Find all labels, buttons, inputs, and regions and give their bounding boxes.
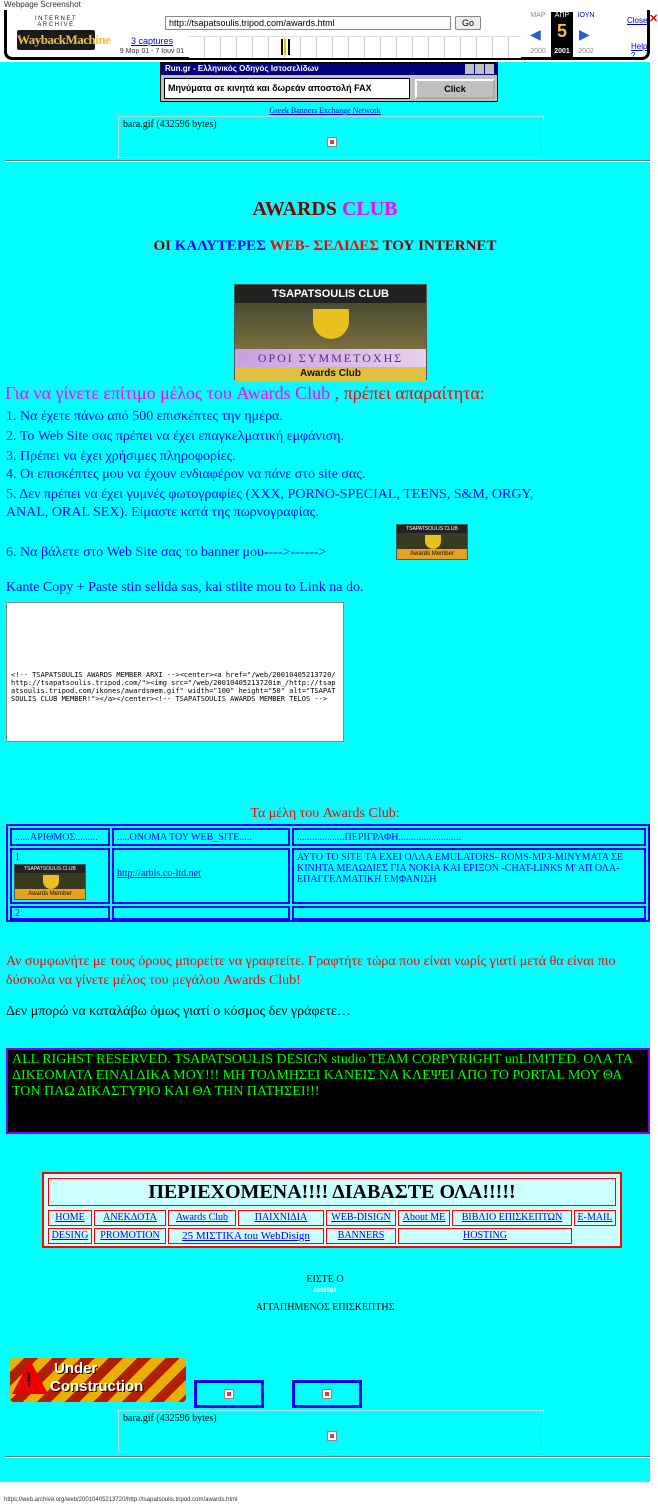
run-gr-click-button[interactable]: Click [415,79,495,99]
month-current [551,12,573,58]
gif-placeholder-top [118,116,544,158]
divider [5,160,650,162]
rules-heading [5,383,485,404]
run-gr-banner[interactable] [160,62,498,102]
logo-wayback-machine: WaybackMachine [17,30,95,50]
year-prev: 2000 [530,48,546,55]
row-number: 1 [15,852,20,863]
wayback-toolbar [4,10,658,60]
month-current-label: ΑΠΡ [554,12,570,19]
subtitle-part: ΟΙ [153,238,175,254]
nav-25-mistika[interactable]: 25 ΜΙΣΤΙΚΑ tou WebDisign [168,1228,324,1244]
badge-title: TSAPATSOULIS CLUB [15,865,85,873]
nav-promotion[interactable]: PROMOTION [94,1228,166,1244]
timeline-mark-current [284,39,286,55]
contents-heading: ΠΕΡΙΕΧΟΜΕΝΑ!!!! ΔΙΑΒΑΣΤΕ ΟΛΑ!!!!! [48,1178,616,1206]
nav-desing[interactable]: DESING [48,1228,92,1244]
copyright-notice: ALL RIGHST RESERVED. TSAPATSOULIS DESIGN studio TEAM CORPYRIGHT unLIMITED. ΟΛΑ ΤΑ ΔΙΚΕΟΜΑΤΑ ΕΙΝΑΙ ΔΙΚΑ ΜΟΥ!!! ΜΗ ΤΟΛΜΗΣΕΙ ΚΑΝΕΙΣ ΝΑ ΚΛΕΨΕΙ ΑΠΟ ΤΟ PORTAL ΜΟΥ ΘΑ ΤΟΝ ΠΑΩ ΔΙΚΑΣΤΥΡΙΟ ΚΑΙ ΘΑ ΤΗΝ ΠΑΤΗΣΕΙ!!! [6,1048,650,1134]
nav-about-me[interactable]: About ME [398,1210,450,1226]
trophy-icon [425,535,441,549]
copy-instructions: Kante Copy + Paste stin selida sas, kai stilte mou to Link na do. [6,580,364,595]
table-cell-description [292,906,646,920]
visitor-line1: ΕΙΣΤΕ Ο [306,1274,344,1285]
nav-banners[interactable]: BANNERS [326,1228,396,1244]
timeline-mark [281,39,283,55]
title-awards: AWARDS [252,198,342,220]
timeline-mark [288,39,290,55]
title-club: CLUB [341,198,398,220]
banner-network-link[interactable]: Greek Banners Exchange Network [269,106,381,115]
club-banner-oros: ΟΡΟΙ ΣΥΜΜΕΤΟΧΗΣ [235,349,426,367]
trophy-icon [43,875,59,889]
page-content [0,62,650,1482]
subtitle-part: WEB- ΣΕΛΙΔΕΣ [269,238,383,254]
broken-image-icon [224,1389,234,1399]
go-button[interactable]: Go [455,16,481,30]
year-next: 2002 [578,48,594,55]
contents-nav [42,1172,622,1248]
subtitle-part: ΤΟΥ INTERNET [382,238,497,254]
table-cell-number [10,848,110,904]
capture-timeline[interactable] [189,36,521,58]
signup-message: Αν συμφωνήτε με τους όρους μπορείτε να γραφτείτε. Γραφτήτε τώρα που είναι νωρίς γιατί μετά θα είναι πιο δύσκολα να γίνετε μέλος του μεγάλου Awards Club! [6,954,616,988]
month-prev[interactable] [527,12,549,55]
rule-item: 1. Να έχετε πάνω από 500 επισκέπτες την ημέρα. [6,409,283,424]
club-terms-banner [234,284,427,380]
nav-web-design[interactable]: WEB-DISIGN [326,1210,396,1226]
code-content: <!-- TSAPATSOULIS AWARDS MEMBER ARXI --><center><a href="/web/20010405213720/http://tsapatsoulis.tripod.com/"><img src="/web/20010405213720im_/http://tsapatsoulis.tripod.com/ikones/awardsmem.gif" width="100" height="50" alt="TSAPATSOULIS CLUB MEMBER!"></a></center><!-- TSAPATSOULIS AWARDS MEMBER TELOS --> [11,671,336,703]
nav-home[interactable]: HOME [48,1210,92,1226]
table-header: .....ΟΝΟΜΑ ΤΟΥ WEB_SITE..... [112,828,290,846]
captures-link[interactable]: 3 captures [130,36,174,46]
club-banner-title: TSAPATSOULIS CLUB [235,285,426,303]
code-textarea[interactable] [6,602,344,742]
close-link[interactable]: Close [627,16,648,25]
help-link[interactable]: Help ? [631,42,648,60]
rule-item: 3. Πρέπει να έχει χρήσιμες πληροφορίες. [6,449,236,464]
prev-arrow-icon[interactable]: ◀ [530,26,541,42]
run-gr-message: Μηνύματα σε κινητά και δωρεάν αποστολή FAX [164,78,410,99]
month-next[interactable] [575,12,597,55]
gif-caption: bara.gif (432596 bytes) [123,119,217,130]
screenshot-label: Webpage Screenshot [4,0,81,9]
status-url: https://web.archive.org/web/20010405213720/http://tsapatsoulis.tripod.com/awards.html [4,1497,238,1503]
rule-item: 6. Να βάλετε στο Web Site σας το banner μου---->------> [6,545,327,560]
warning-icon [12,1360,48,1394]
wonder-message: Δεν μπορώ να καταλάβω όμως γιατί ο κόσμος δεν γράφετε… [6,1004,351,1019]
wayback-logo[interactable] [17,16,111,47]
table-header: ...................ΠΕΡΙΓΡΑΦΗ......................... [292,828,646,846]
member-badge-image [14,864,86,900]
club-banner-awards: Awards Club [235,367,426,381]
nav-hosting[interactable]: HOSTING [398,1228,572,1244]
table-header: ......ΑΡΙΘΜΟΣ......... [10,828,110,846]
table-cell-site [112,848,290,904]
nav-anekdota[interactable]: ΑΝΕΚΔΟΤΑ [94,1210,166,1226]
under-line2: Construction [50,1378,144,1395]
awards-member-banner[interactable] [396,524,468,560]
day-current: 5 [556,21,567,41]
table-cell-site [112,906,290,920]
rule-item: 2. Το Web Site σας πρέπει να έχει επαγκελματική εμφάνιση. [6,429,344,444]
club-banner-art [235,303,426,349]
badge-title: TSAPATSOULIS CLUB [397,525,467,533]
under-line1: Under [54,1360,98,1377]
broken-image-icon [322,1389,332,1399]
year-current: 2001 [554,48,570,55]
nav-paixnidia[interactable]: ΠΑΙΧΝΙΔΙΑ [238,1210,324,1226]
captures-range: 9 Μαρ 01 - 7 Ιουν 01 [119,48,185,55]
gif-placeholder-bottom [118,1410,544,1452]
divider [5,1456,650,1458]
badge-label: Awards Member [15,889,85,899]
members-table [6,824,650,922]
next-arrow-icon[interactable]: ▶ [579,26,590,42]
rule-item: ANAL, ORAL SEX). Είμαστε κατά της πωρνογραφίας. [6,505,319,520]
rules-heading-main: Για να γίνετε επίτιμο μέλος του Awards Club [5,383,331,403]
rule-item: 5. Δεν πρέπει να έχει γυμνές φωτογραφίες (XXX, PORNO-SPECIAL, TEENS, S&M, ORGY, [6,487,534,502]
captures-info [117,36,187,55]
page-title [0,198,650,221]
badge-label: Awards Member [397,549,467,559]
visitor-counter: 2032001 [313,1288,337,1294]
rule-item: 4. Οι επισκέπτες μου να έχουν ενδιαφέρον να πάνε στο site σας. [6,467,366,482]
nav-guestbook[interactable]: ΒΙΒΛΙΟ ΕΠΙΣΚΕΠΤΩΝ [452,1210,572,1226]
window-controls-icon [465,64,495,74]
visitor-line2: ΑΓΓΑΠΗΜΕΝΟΣ ΕΠΙΣΚΕΠΤΗΣ [255,1302,395,1313]
gif-caption: bara.gif (432596 bytes) [123,1413,217,1424]
month-selector [527,12,609,58]
broken-image-icon [327,137,337,147]
members-title: Τα μέλη του Awards Club: [250,806,400,821]
month-next-label: ΙΟΥΝ [577,12,595,19]
under-construction-banner [10,1358,186,1402]
broken-image-icon [327,1431,337,1441]
subtitle-part: ΚΑΛΥΤΕΡΕΣ [174,238,270,254]
nav-awards-club[interactable]: Awards Club [168,1210,236,1226]
rules-heading-suffix: , πρέπει απαραίτητα: [330,383,485,403]
table-cell-number: 2 [10,906,110,920]
table-cell-description: ΑΥΤΟ ΤΟ SITE ΤΑ ΕΧΕΙ ΟΛΛΑ EMULATORS- ROMS-MP3-ΜΙΝΥΜΑΤΑ ΣΕ ΚΙΝΗΤΑ ΜΕΛΩΔΙΕΣ ΓΙΑ NOKIA ΚΑΙ ΕΡΙΞΟΝ -CHAT-LINKS Μ' ΑΠ ΟΛΑ-ΕΠΑΓΓΕΛΜΑΤΙΚΗ ΕΜΦΑΝΙΣΗ [292,848,646,904]
run-gr-titlebar [161,63,497,75]
member-site-link[interactable]: http://arbis.co-ltd.net [117,868,201,879]
url-input[interactable]: http://tsapatsoulis.tripod.com/awards.html [165,16,451,30]
run-gr-title: Run.gr - Ελληνικός Οδηγός Ιστοσελίδων [165,64,319,73]
close-icon[interactable]: ✕ [649,13,658,25]
month-prev-label: ΜΑΡ [530,12,546,19]
trophy-icon [313,309,349,339]
linked-image-box[interactable] [194,1380,264,1408]
page-subtitle [0,238,650,255]
linked-image-box[interactable] [292,1380,362,1408]
logo-internet-archive: INTERNET ARCHIVE [35,16,77,28]
nav-email[interactable]: E-MAIL [574,1210,616,1226]
